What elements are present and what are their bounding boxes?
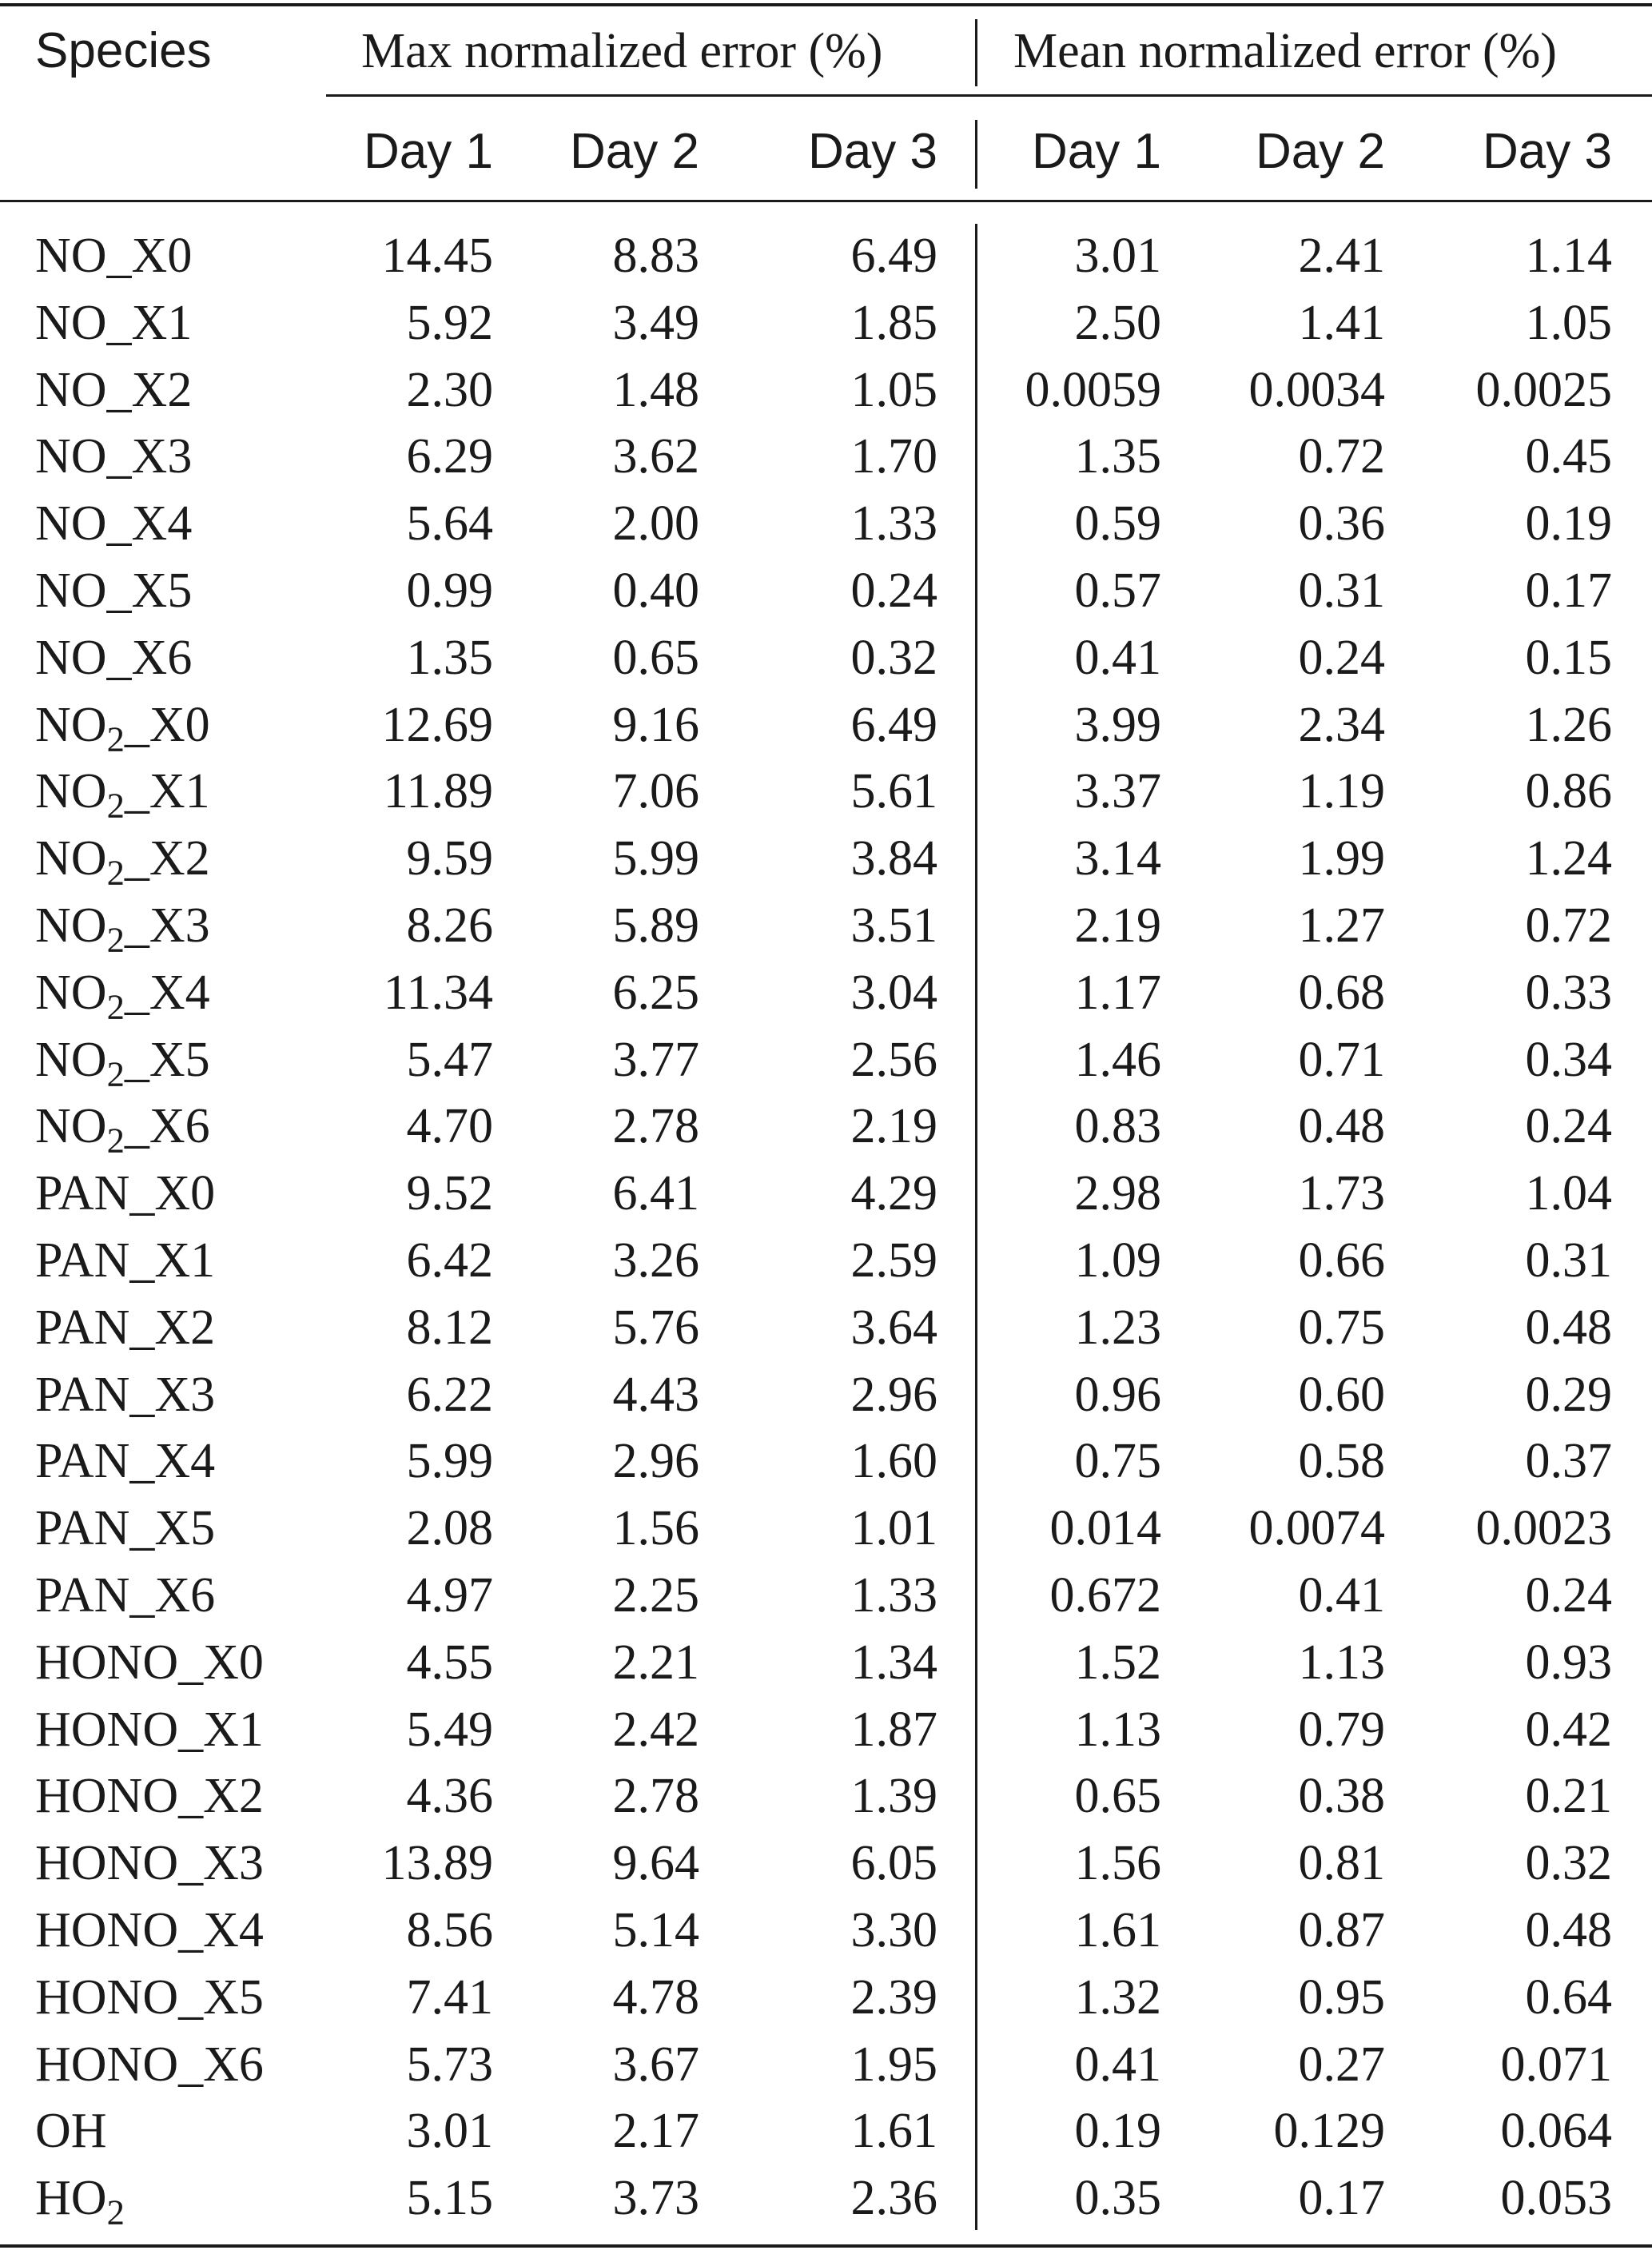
value-cell: 1.73 <box>1298 1166 1385 1221</box>
value-cell: 5.61 <box>850 764 937 818</box>
value-cell: 6.29 <box>406 429 493 484</box>
value-cell: 0.93 <box>1525 1635 1612 1690</box>
value-cell: 0.31 <box>1525 1233 1612 1288</box>
value-cell: 1.13 <box>1298 1635 1385 1690</box>
value-cell: 2.56 <box>850 1033 937 1087</box>
value-cell: 0.38 <box>1298 1769 1385 1823</box>
species-cell: $HO_2$ <box>35 2171 125 2232</box>
day-header: Day 2 <box>570 124 699 179</box>
value-cell: 1.61 <box>850 2104 937 2158</box>
value-cell: 7.06 <box>612 764 699 818</box>
value-cell: 2.25 <box>612 1568 699 1623</box>
value-cell: 0.72 <box>1298 429 1385 484</box>
value-cell: 13.89 <box>381 1836 493 1890</box>
mean-error-group-header: Mean normalized error (%) <box>1013 24 1557 78</box>
value-cell: 0.42 <box>1525 1702 1612 1757</box>
value-cell: 5.47 <box>406 1033 493 1087</box>
value-cell: 0.0023 <box>1475 1501 1612 1555</box>
value-cell: 1.99 <box>1298 831 1385 886</box>
max-error-group-header: Max normalized error (%) <box>361 24 883 78</box>
value-cell: 1.39 <box>850 1769 937 1823</box>
species-cell: HONO_X1 <box>35 1702 264 1757</box>
value-cell: 6.22 <box>406 1368 493 1422</box>
value-cell: 2.96 <box>850 1368 937 1422</box>
value-cell: 0.17 <box>1298 2171 1385 2225</box>
value-cell: 6.05 <box>850 1836 937 1890</box>
group-divider-body <box>975 224 977 2230</box>
value-cell: 8.26 <box>406 898 493 953</box>
value-cell: 1.26 <box>1525 698 1612 752</box>
header-group-rule <box>326 94 1652 97</box>
value-cell: 1.56 <box>1074 1836 1161 1890</box>
value-cell: 1.95 <box>850 2037 937 2092</box>
value-cell: 6.49 <box>850 698 937 752</box>
species-cell: HONO_X0 <box>35 1635 264 1690</box>
value-cell: 0.68 <box>1298 966 1385 1020</box>
value-cell: 5.73 <box>406 2037 493 2092</box>
species-cell: NO_X1 <box>35 296 193 350</box>
value-cell: 0.064 <box>1500 2104 1612 2158</box>
species-cell: PAN_X0 <box>35 1166 216 1221</box>
value-cell: 1.33 <box>850 496 937 551</box>
value-cell: 9.59 <box>406 831 493 886</box>
value-cell: 0.48 <box>1298 1099 1385 1153</box>
day-header: Day 2 <box>1256 124 1385 179</box>
species-cell: NO_X6 <box>35 631 193 685</box>
value-cell: 0.65 <box>612 631 699 685</box>
value-cell: 0.129 <box>1273 2104 1385 2158</box>
value-cell: 0.37 <box>1525 1434 1612 1488</box>
value-cell: 2.30 <box>406 363 493 417</box>
value-cell: 3.01 <box>1074 229 1161 283</box>
value-cell: 4.55 <box>406 1635 493 1690</box>
value-cell: 0.071 <box>1500 2037 1612 2092</box>
value-cell: 1.61 <box>1074 1903 1161 1957</box>
value-cell: 3.73 <box>612 2171 699 2225</box>
value-cell: 2.19 <box>850 1099 937 1153</box>
value-cell: 3.14 <box>1074 831 1161 886</box>
value-cell: 2.78 <box>612 1099 699 1153</box>
value-cell: 2.42 <box>612 1702 699 1757</box>
value-cell: 2.39 <box>850 1970 937 2025</box>
value-cell: 1.35 <box>1074 429 1161 484</box>
value-cell: 8.56 <box>406 1903 493 1957</box>
value-cell: 3.26 <box>612 1233 699 1288</box>
species-cell: $NO_2\_X2$ <box>35 831 210 893</box>
value-cell: 1.60 <box>850 1434 937 1488</box>
species-cell: NO_X4 <box>35 496 193 551</box>
value-cell: 7.41 <box>406 1970 493 2025</box>
species-cell: PAN_X4 <box>35 1434 216 1488</box>
value-cell: 5.64 <box>406 496 493 551</box>
value-cell: 0.99 <box>406 564 493 618</box>
top-rule <box>0 3 1652 6</box>
value-cell: 1.70 <box>850 429 937 484</box>
value-cell: 1.19 <box>1298 764 1385 818</box>
species-cell: $NO_2\_X0$ <box>35 698 210 759</box>
value-cell: 1.04 <box>1525 1166 1612 1221</box>
species-cell: PAN_X3 <box>35 1368 216 1422</box>
value-cell: 0.19 <box>1525 496 1612 551</box>
value-cell: 0.17 <box>1525 564 1612 618</box>
value-cell: 0.48 <box>1525 1300 1612 1355</box>
value-cell: 14.45 <box>381 229 493 283</box>
species-cell: HONO_X5 <box>35 1970 264 2025</box>
value-cell: 11.89 <box>383 764 493 818</box>
species-cell: OH <box>35 2104 107 2158</box>
value-cell: 9.64 <box>612 1836 699 1890</box>
value-cell: 0.31 <box>1298 564 1385 618</box>
value-cell: 0.96 <box>1074 1368 1161 1422</box>
value-cell: 0.40 <box>612 564 699 618</box>
value-cell: 1.56 <box>612 1501 699 1555</box>
value-cell: 1.27 <box>1298 898 1385 953</box>
value-cell: 1.35 <box>406 631 493 685</box>
value-cell: 0.48 <box>1525 1903 1612 1957</box>
value-cell: 3.67 <box>612 2037 699 2092</box>
species-cell: HONO_X3 <box>35 1836 264 1890</box>
value-cell: 3.64 <box>850 1300 937 1355</box>
value-cell: 5.14 <box>612 1903 699 1957</box>
value-cell: 2.98 <box>1074 1166 1161 1221</box>
value-cell: 4.78 <box>612 1970 699 2025</box>
value-cell: 1.01 <box>850 1501 937 1555</box>
value-cell: 11.34 <box>383 966 493 1020</box>
value-cell: 0.71 <box>1298 1033 1385 1087</box>
value-cell: 12.69 <box>381 698 493 752</box>
group-divider-top <box>975 19 977 86</box>
value-cell: 0.64 <box>1525 1970 1612 2025</box>
day-header: Day 1 <box>364 124 493 179</box>
value-cell: 6.25 <box>612 966 699 1020</box>
value-cell: 0.32 <box>850 631 937 685</box>
species-cell: $NO_2\_X6$ <box>35 1099 210 1161</box>
value-cell: 3.01 <box>406 2104 493 2158</box>
value-cell: 3.77 <box>612 1033 699 1087</box>
value-cell: 0.24 <box>1525 1099 1612 1153</box>
value-cell: 0.83 <box>1074 1099 1161 1153</box>
value-cell: 1.23 <box>1074 1300 1161 1355</box>
value-cell: 3.04 <box>850 966 937 1020</box>
species-cell: PAN_X6 <box>35 1568 216 1623</box>
value-cell: 5.99 <box>612 831 699 886</box>
value-cell: 0.75 <box>1298 1300 1385 1355</box>
value-cell: 2.50 <box>1074 296 1161 350</box>
value-cell: 1.48 <box>612 363 699 417</box>
value-cell: 5.92 <box>406 296 493 350</box>
species-cell: NO_X0 <box>35 229 193 283</box>
value-cell: 0.19 <box>1074 2104 1161 2158</box>
value-cell: 0.66 <box>1298 1233 1385 1288</box>
day-header: Day 3 <box>808 124 937 179</box>
value-cell: 0.59 <box>1074 496 1161 551</box>
value-cell: 1.87 <box>850 1702 937 1757</box>
value-cell: 9.16 <box>612 698 699 752</box>
value-cell: 3.51 <box>850 898 937 953</box>
value-cell: 5.76 <box>612 1300 699 1355</box>
species-cell: $NO_2\_X3$ <box>35 898 210 960</box>
value-cell: 0.053 <box>1500 2171 1612 2225</box>
value-cell: 0.57 <box>1074 564 1161 618</box>
value-cell: 6.41 <box>612 1166 699 1221</box>
value-cell: 3.62 <box>612 429 699 484</box>
species-cell: HONO_X4 <box>35 1903 264 1957</box>
value-cell: 0.79 <box>1298 1702 1385 1757</box>
value-cell: 1.33 <box>850 1568 937 1623</box>
value-cell: 1.41 <box>1298 296 1385 350</box>
value-cell: 1.85 <box>850 296 937 350</box>
value-cell: 0.41 <box>1074 631 1161 685</box>
value-cell: 0.41 <box>1074 2037 1161 2092</box>
value-cell: 2.00 <box>612 496 699 551</box>
value-cell: 0.24 <box>1298 631 1385 685</box>
bottom-rule <box>0 2244 1652 2248</box>
value-cell: 0.0074 <box>1248 1501 1385 1555</box>
value-cell: 2.78 <box>612 1769 699 1823</box>
value-cell: 1.05 <box>850 363 937 417</box>
value-cell: 0.014 <box>1049 1501 1161 1555</box>
value-cell: 1.34 <box>850 1635 937 1690</box>
value-cell: 3.30 <box>850 1903 937 1957</box>
value-cell: 0.58 <box>1298 1434 1385 1488</box>
species-header: Species <box>35 23 212 78</box>
header-rule <box>0 200 1652 202</box>
species-cell: PAN_X5 <box>35 1501 216 1555</box>
species-cell: NO_X5 <box>35 564 193 618</box>
value-cell: 5.49 <box>406 1702 493 1757</box>
value-cell: 1.24 <box>1525 831 1612 886</box>
value-cell: 0.24 <box>850 564 937 618</box>
value-cell: 5.99 <box>406 1434 493 1488</box>
value-cell: 1.14 <box>1525 229 1612 283</box>
value-cell: 0.35 <box>1074 2171 1161 2225</box>
value-cell: 6.42 <box>406 1233 493 1288</box>
species-cell: $NO_2\_X4$ <box>35 966 210 1027</box>
value-cell: 0.81 <box>1298 1836 1385 1890</box>
value-cell: 4.36 <box>406 1769 493 1823</box>
value-cell: 2.34 <box>1298 698 1385 752</box>
value-cell: 0.36 <box>1298 496 1385 551</box>
value-cell: 1.32 <box>1074 1970 1161 2025</box>
value-cell: 3.99 <box>1074 698 1161 752</box>
value-cell: 2.36 <box>850 2171 937 2225</box>
value-cell: 1.05 <box>1525 296 1612 350</box>
value-cell: 2.08 <box>406 1501 493 1555</box>
value-cell: 0.72 <box>1525 898 1612 953</box>
value-cell: 0.86 <box>1525 764 1612 818</box>
value-cell: 0.95 <box>1298 1970 1385 2025</box>
value-cell: 4.29 <box>850 1166 937 1221</box>
value-cell: 0.0034 <box>1248 363 1385 417</box>
value-cell: 3.37 <box>1074 764 1161 818</box>
group-divider-days <box>975 120 977 189</box>
value-cell: 8.12 <box>406 1300 493 1355</box>
value-cell: 6.49 <box>850 229 937 283</box>
value-cell: 0.65 <box>1074 1769 1161 1823</box>
value-cell: 8.83 <box>612 229 699 283</box>
value-cell: 1.13 <box>1074 1702 1161 1757</box>
species-cell: NO_X3 <box>35 429 193 484</box>
value-cell: 3.84 <box>850 831 937 886</box>
species-cell: HONO_X6 <box>35 2037 264 2092</box>
value-cell: 2.17 <box>612 2104 699 2158</box>
value-cell: 5.15 <box>406 2171 493 2225</box>
value-cell: 2.96 <box>612 1434 699 1488</box>
value-cell: 1.52 <box>1074 1635 1161 1690</box>
value-cell: 0.672 <box>1049 1568 1161 1623</box>
value-cell: 5.89 <box>612 898 699 953</box>
value-cell: 2.21 <box>612 1635 699 1690</box>
species-cell: NO_X2 <box>35 363 193 417</box>
value-cell: 1.17 <box>1074 966 1161 1020</box>
value-cell: 2.19 <box>1074 898 1161 953</box>
value-cell: 0.0025 <box>1475 363 1612 417</box>
value-cell: 4.43 <box>612 1368 699 1422</box>
value-cell: 0.33 <box>1525 966 1612 1020</box>
species-cell: PAN_X2 <box>35 1300 216 1355</box>
species-cell: $NO_2\_X5$ <box>35 1033 210 1094</box>
value-cell: 0.27 <box>1298 2037 1385 2092</box>
value-cell: 2.59 <box>850 1233 937 1288</box>
day-header: Day 3 <box>1483 124 1612 179</box>
value-cell: 0.0059 <box>1025 363 1161 417</box>
value-cell: 0.45 <box>1525 429 1612 484</box>
species-cell: $NO_2\_X1$ <box>35 764 210 826</box>
value-cell: 0.32 <box>1525 1836 1612 1890</box>
value-cell: 1.46 <box>1074 1033 1161 1087</box>
value-cell: 1.09 <box>1074 1233 1161 1288</box>
value-cell: 0.24 <box>1525 1568 1612 1623</box>
value-cell: 0.29 <box>1525 1368 1612 1422</box>
species-cell: PAN_X1 <box>35 1233 216 1288</box>
value-cell: 0.21 <box>1525 1769 1612 1823</box>
value-cell: 0.87 <box>1298 1903 1385 1957</box>
day-header: Day 1 <box>1032 124 1161 179</box>
value-cell: 4.70 <box>406 1099 493 1153</box>
value-cell: 0.41 <box>1298 1568 1385 1623</box>
value-cell: 0.15 <box>1525 631 1612 685</box>
value-cell: 3.49 <box>612 296 699 350</box>
value-cell: 4.97 <box>406 1568 493 1623</box>
species-cell: HONO_X2 <box>35 1769 264 1823</box>
value-cell: 0.34 <box>1525 1033 1612 1087</box>
value-cell: 0.75 <box>1074 1434 1161 1488</box>
value-cell: 0.60 <box>1298 1368 1385 1422</box>
value-cell: 2.41 <box>1298 229 1385 283</box>
value-cell: 9.52 <box>406 1166 493 1221</box>
